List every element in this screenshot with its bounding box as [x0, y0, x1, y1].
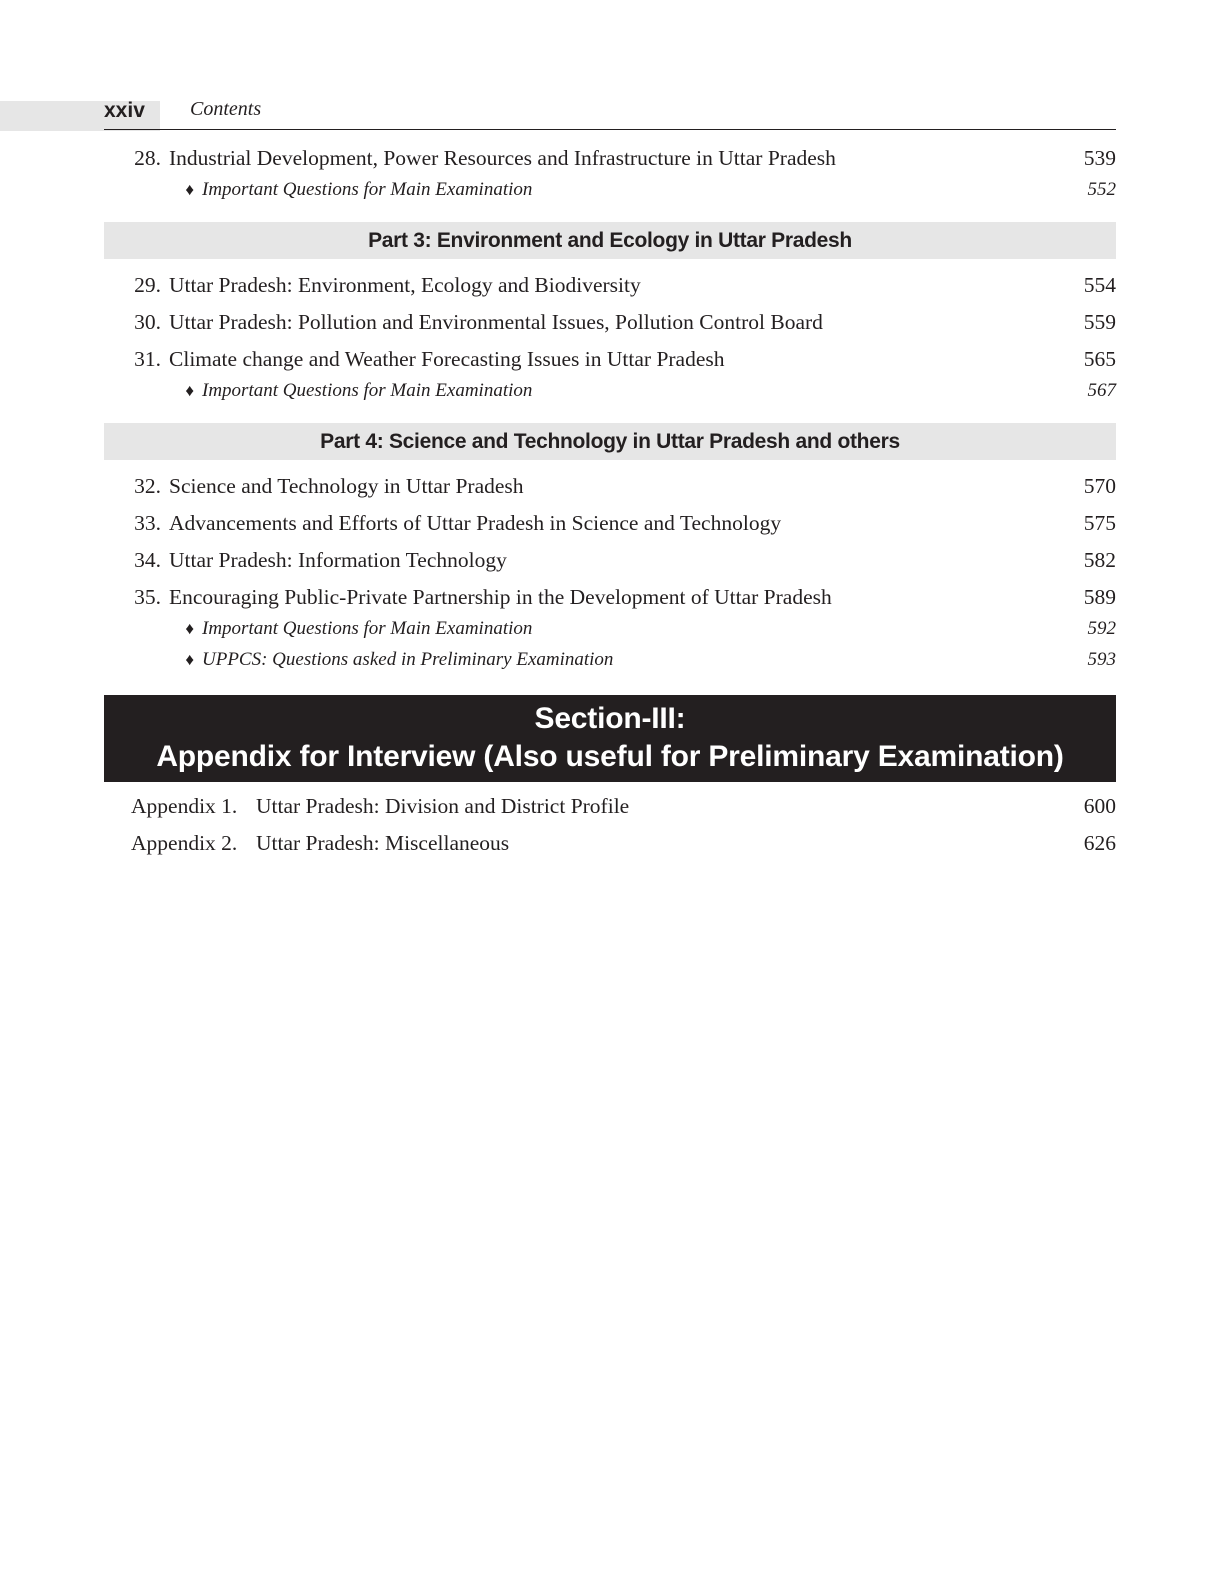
entry-title: Uttar Pradesh: Information Technology: [169, 548, 507, 572]
subentry-title: Important Questions for Main Examination: [202, 380, 533, 401]
entry-page: 582: [1083, 548, 1116, 572]
diamond-bullet-icon: ♦: [185, 619, 194, 638]
appendix-page: 626: [1083, 831, 1116, 855]
entry-title: Advancements and Efforts of Uttar Pradesh in Science and Technology: [169, 511, 782, 535]
entry-number: 32.: [134, 474, 161, 498]
subentry-page: 593: [1087, 649, 1116, 670]
subentry-title: UPPCS: Questions asked in Preliminary Examination: [202, 649, 614, 670]
toc-subentry[interactable]: [104, 174, 1116, 205]
entry-number: 31.: [134, 347, 161, 371]
entry-page: 565: [1083, 347, 1116, 371]
entry-number: 33.: [134, 511, 161, 535]
appendix-title: Uttar Pradesh: Miscellaneous: [256, 831, 510, 855]
subentry-page: 552: [1087, 179, 1116, 200]
appendix-entry[interactable]: [104, 788, 1116, 825]
appendix-title: Uttar Pradesh: Division and District Profile: [256, 794, 630, 818]
part-heading: Part 4: Science and Technology in Uttar Pradesh and others: [104, 423, 1116, 460]
toc-entry[interactable]: [104, 505, 1116, 542]
entry-number: 34.: [134, 548, 161, 572]
toc-entry[interactable]: [104, 579, 1116, 616]
subentry-page: 567: [1087, 380, 1116, 401]
subentry-page: 592: [1087, 618, 1116, 639]
entry-title: Uttar Pradesh: Pollution and Environmental Issues, Pollution Control Board: [169, 310, 823, 334]
entry-page: 539: [1083, 146, 1116, 170]
diamond-bullet-icon: ♦: [185, 381, 194, 400]
toc-entry[interactable]: [104, 267, 1116, 304]
toc-entry[interactable]: [104, 304, 1116, 341]
diamond-bullet-icon: ♦: [185, 650, 194, 669]
entry-page: 570: [1083, 474, 1116, 498]
toc-subentry[interactable]: [104, 375, 1116, 406]
section-label: Section-III:: [534, 702, 686, 735]
diamond-bullet-icon: ♦: [185, 180, 194, 199]
entry-title: Industrial Development, Power Resources and Infrastructure in Uttar Pradesh: [169, 146, 836, 170]
toc-entry[interactable]: [104, 542, 1116, 579]
entry-title: Encouraging Public-Private Partnership in the Development of Uttar Pradesh: [169, 585, 832, 609]
subentry-title: Important Questions for Main Examination: [202, 179, 533, 200]
running-head: Contents: [190, 98, 262, 120]
toc-entry[interactable]: [104, 140, 1116, 177]
entry-number: 35.: [134, 585, 161, 609]
entry-number: 28.: [134, 146, 161, 170]
entry-page: 575: [1083, 511, 1116, 535]
part-heading: Part 3: Environment and Ecology in Uttar Pradesh: [104, 222, 1116, 259]
appendix-number: Appendix 1.: [131, 794, 238, 818]
entry-page: 559: [1083, 310, 1116, 334]
entry-title: Science and Technology in Uttar Pradesh: [169, 474, 524, 498]
entry-title: Climate change and Weather Forecasting Issues in Uttar Pradesh: [169, 347, 725, 371]
toc-entry[interactable]: [104, 341, 1116, 378]
appendix-number: Appendix 2.: [131, 831, 238, 855]
toc-subentry[interactable]: [104, 644, 1116, 675]
toc-subentry[interactable]: [104, 613, 1116, 644]
appendix-entry[interactable]: [104, 825, 1116, 862]
section-heading: [104, 695, 1116, 782]
entry-page: 554: [1083, 273, 1116, 297]
toc-entry[interactable]: [104, 468, 1116, 505]
subentry-title: Important Questions for Main Examination: [202, 618, 533, 639]
entry-page: 589: [1083, 585, 1116, 609]
entry-title: Uttar Pradesh: Environment, Ecology and Biodiversity: [169, 273, 641, 297]
entry-number: 30.: [134, 310, 161, 334]
page-number: xxiv: [104, 99, 145, 122]
header-divider: [104, 129, 1116, 130]
table-of-contents: [104, 140, 1116, 862]
appendix-page: 600: [1083, 794, 1116, 818]
section-title: Appendix for Interview (Also useful for Preliminary Examination): [156, 740, 1064, 773]
entry-number: 29.: [134, 273, 161, 297]
